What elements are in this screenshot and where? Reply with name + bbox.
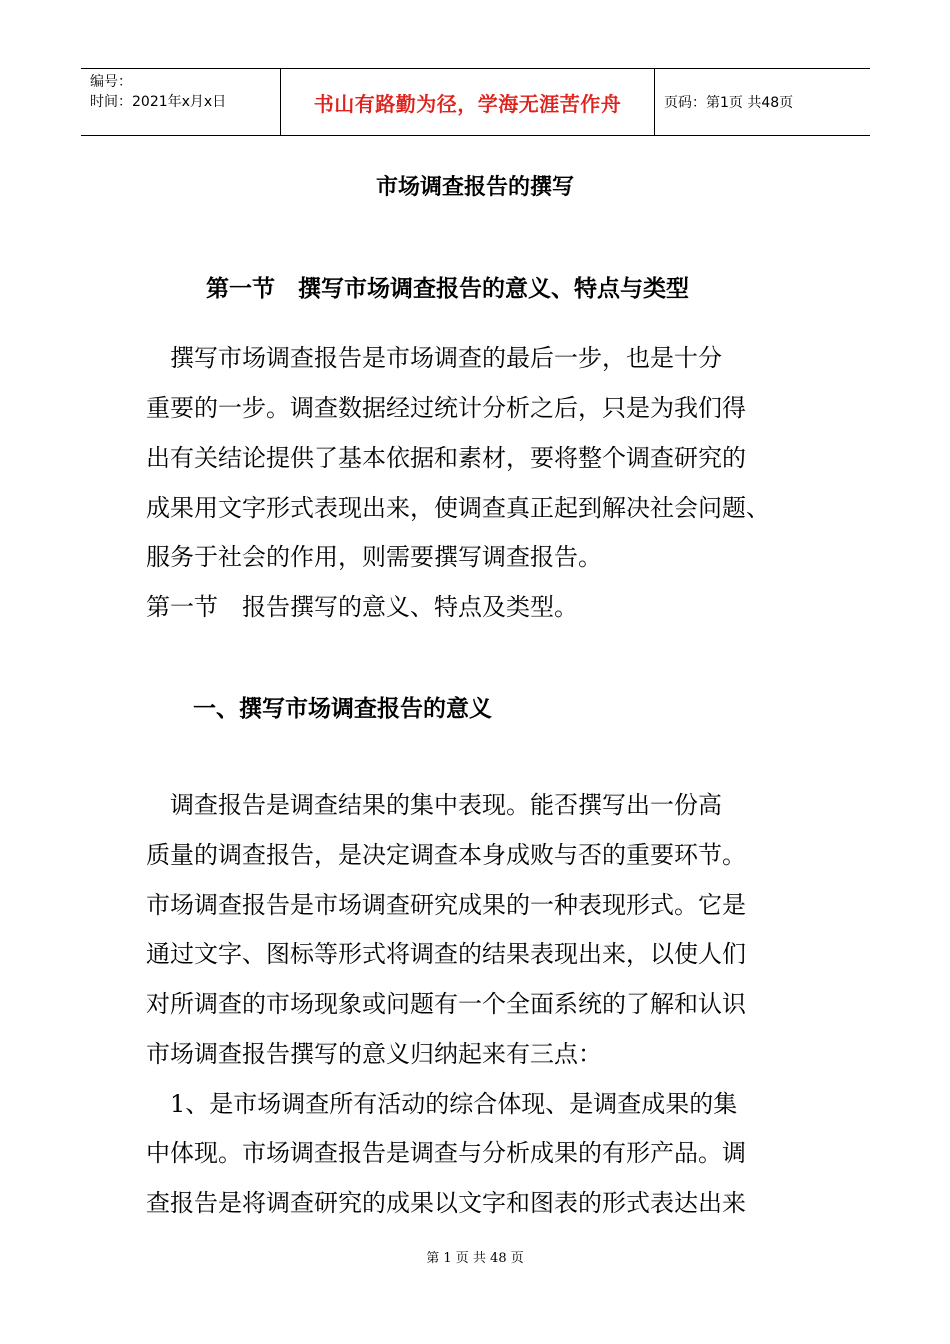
paragraph-line: 中体现。市场调查报告是调查与分析成果的有形产品。调 [146, 1139, 746, 1167]
section-title: 第一节 撰写市场调查报告的意义、特点与类型 [206, 276, 689, 302]
paragraph-line: 服务于社会的作用，则需要撰写调查报告。 [146, 543, 602, 571]
paragraph-line: 出有关结论提供了基本依据和素材，要将整个调查研究的 [146, 444, 746, 472]
subsection-title: 一、撰写市场调查报告的意义 [193, 696, 492, 722]
paragraph-line: 市场调查报告是市场调查研究成果的一种表现形式。它是 [146, 891, 746, 919]
paragraph-line: 市场调查报告撰写的意义归纳起来有三点： [146, 1040, 602, 1068]
document-title: 市场调查报告的撰写 [375, 175, 574, 200]
paragraph-line: 1、是市场调查所有活动的综合体现、是调查成果的集 [146, 1090, 738, 1118]
paragraph-line: 对所调查的市场现象或问题有一个全面系统的了解和认识 [146, 990, 746, 1018]
paragraph-line: 查报告是将调查研究的成果以文字和图表的形式表达出来 [146, 1189, 746, 1217]
paragraph-line: 调查报告是调查结果的集中表现。能否撰写出一份高 [146, 791, 722, 819]
document-date-label: 时间：2021年x月x日 [90, 94, 227, 110]
header-motto: 书山有路勤为径，学海无涯苦作舟 [313, 91, 622, 116]
page-footer: 第 1 页 共 48 页 [426, 1251, 524, 1266]
document-number-label: 编号： [90, 74, 132, 90]
paragraph-line: 第一节 报告撰写的意义、特点及类型。 [146, 593, 578, 621]
paragraph-line: 重要的一步。调查数据经过统计分析之后，只是为我们得 [146, 394, 746, 422]
paragraph-line: 成果用文字形式表现出来，使调查真正起到解决社会问题、 [146, 494, 770, 522]
header-meta-cell [81, 69, 281, 135]
header-motto-cell [281, 69, 655, 135]
header-page-cell [655, 69, 870, 135]
paragraph-line: 撰写市场调查报告是市场调查的最后一步，也是十分 [146, 344, 722, 372]
page-header [81, 68, 870, 136]
paragraph-line: 通过文字、图标等形式将调查的结果表现出来，以使人们 [146, 940, 746, 968]
header-page-info: 页码：第1页 共48页 [664, 95, 794, 111]
paragraph-line: 质量的调查报告，是决定调查本身成败与否的重要环节。 [146, 841, 746, 869]
